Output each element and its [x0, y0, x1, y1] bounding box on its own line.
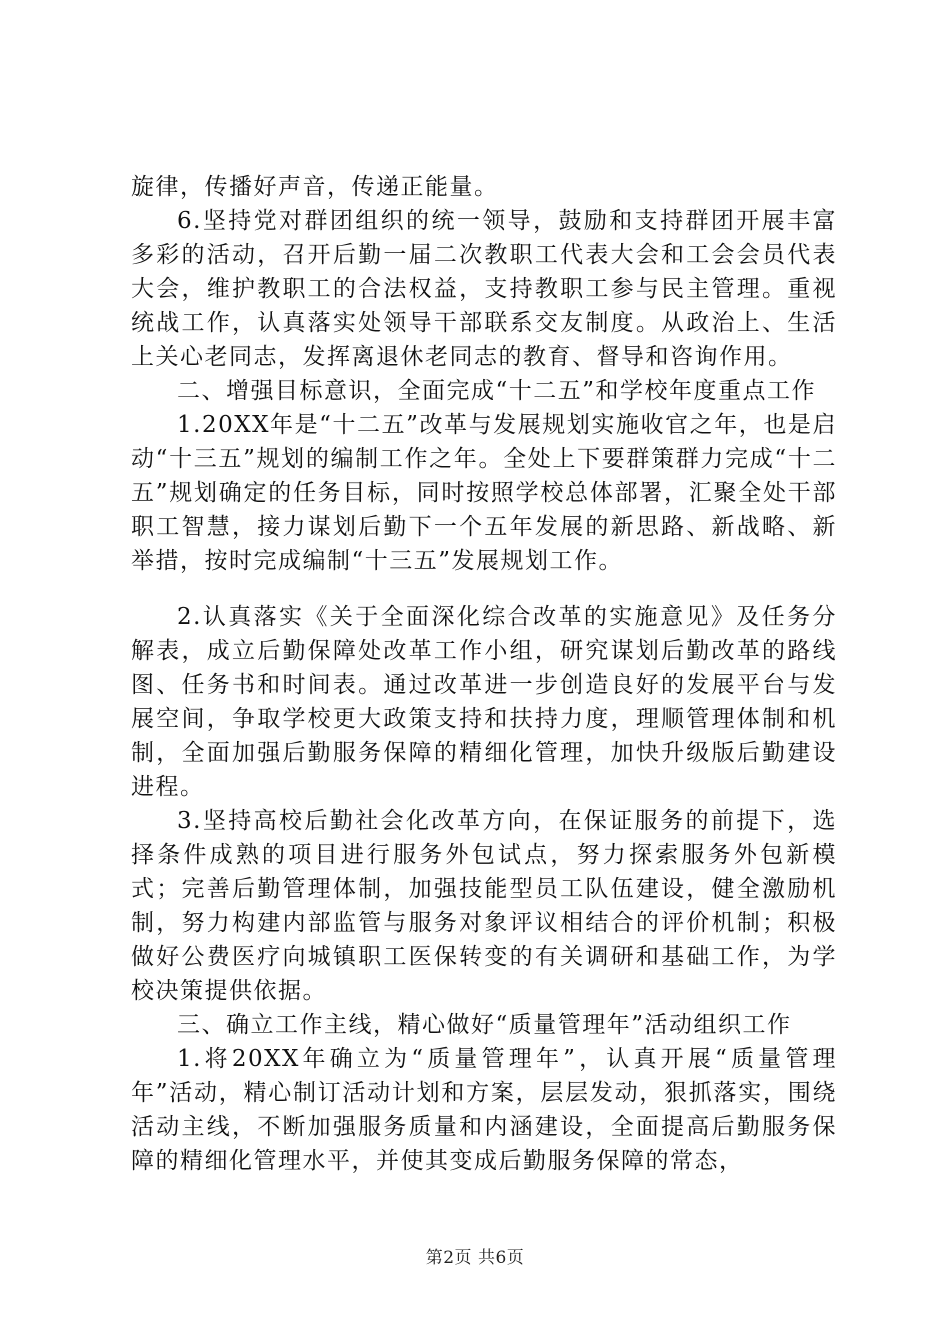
paragraph-section2-item-3: 3.坚持高校后勤社会化改革方向，在保证服务的前提下，选择条件成熟的项目进行服务外包试点，努力探索服务外包新模式；完善后勤管理体制，加强技能型员工队伍建设，健全激励机制，努力构建内部监管与服务对象评议相结合的评价机制；积极做好公费医疗向城镇职工医保转变的有关调研和基础工作，为学校决策提供依据。	[131, 808, 837, 1004]
page-footer: 第2页 共6页	[425, 1248, 525, 1268]
paragraph-item-6: 6.坚持党对群团组织的统一领导，鼓励和支持群团开展丰富多彩的活动，召开后勤一届二次教职工代表大会和工会会员代表大会，维护教职工的合法权益，支持教职工参与民主管理。重视统战工作，认真落实处领导干部联系交友制度。从政治上、生活上关心老同志，发挥离退休老同志的教育、督导和咨询作用。	[131, 208, 837, 370]
paragraph-continuation: 旋律，传播好声音，传递正能量。	[131, 174, 499, 200]
section-heading-2: 二、增强目标意识，全面完成“十二五”和学校年度重点工作	[177, 378, 817, 404]
document-body	[131, 170, 837, 1178]
section-heading-3: 三、确立工作主线，精心做好“质量管理年”活动组织工作	[177, 1012, 792, 1038]
paragraph-section3-item-1: 1.将20XX年确立为“质量管理年”，认真开展“质量管理年”活动，精心制订活动计划和方案，层层发动，狠抓落实，围绕活动主线，不断加强服务质量和内涵建设，全面提高后勤服务保障的精细化管理水平，并使其变成后勤服务保障的常态，	[131, 1046, 837, 1174]
paragraph-section2-item-2: 2.认真落实《关于全面深化综合改革的实施意见》及任务分解表，成立后勤保障处改革工作小组，研究谋划后勤改革的路线图、任务书和时间表。通过改革进一步创造良好的发展平台与发展空间，争取学校更大政策支持和扶持力度，理顺管理体制和机制，全面加强后勤服务保障的精细化管理，加快升级版后勤建设进程。	[131, 604, 837, 800]
paragraph-section2-item-1: 1.20XX年是“十二五”改革与发展规划实施收官之年，也是启动“十三五”规划的编制工作之年。全处上下要群策群力完成“十二五”规划确定的任务目标，同时按照学校总体部署，汇聚全处干部职工智慧，接力谋划后勤下一个五年发展的新思路、新战略、新举措，按时完成编制“十三五”发展规划工作。	[131, 412, 837, 574]
